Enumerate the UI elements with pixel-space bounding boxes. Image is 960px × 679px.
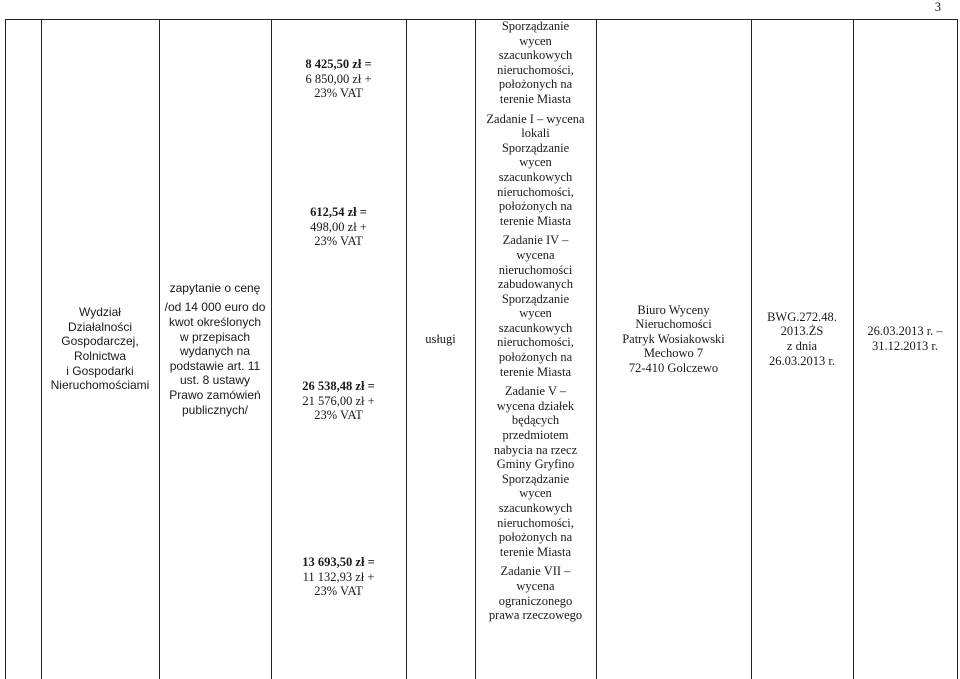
subject-line: położonych na [498,530,573,545]
subject-line: szacunkowych [498,169,573,184]
amount-gross: 612,54 zł = [310,205,367,219]
subject-cell [475,19,596,659]
contract-number [767,310,837,368]
amount-vat: 23% VAT [314,584,363,599]
subject-line: terenie Miasta [499,544,572,559]
contract-line: z dnia [786,339,818,353]
contract-cell [751,19,853,659]
contract-period [867,324,942,353]
contractor-cell [596,19,751,659]
contract-line: BWG.272.48. [767,309,837,324]
contractor-line: Mechowo 7 [643,346,704,361]
amount-net: 21 576,00 zł + [302,393,375,408]
subject-line: szacunkowych [498,320,573,335]
amount-vat: 23% VAT [314,408,363,423]
subject-line: nieruchomości, [497,62,574,77]
subject-line: Zadanie V – [504,384,567,399]
subject-line: Sporządzanie [501,140,570,155]
amount-net: 6 850,00 zł + [305,71,372,86]
period-line: 31.12.2013 r. [872,339,938,353]
subject-line: Sporządzanie [501,291,570,306]
subject-line: Gminy Gryfino [496,457,575,472]
subject-line: nieruchomości [498,262,573,277]
subject-line: terenie Miasta [499,213,572,228]
subject-line: przedmiotem [502,428,569,443]
subject-line: szacunkowych [498,48,573,63]
procedure-line: wydanych na [179,344,251,359]
subject-line: wycen [519,155,552,170]
procedure-line: ust. 8 ustawy [179,373,250,388]
amount-net: 498,00 zł + [310,219,367,234]
procedure-line: /od 14 000 euro do [164,300,266,315]
amount-vat: 23% VAT [314,86,363,101]
type-cell [406,19,475,659]
contract-line: 2013.ŻS [780,324,824,339]
period-line: 26.03.2013 r. – [867,324,943,339]
subject-line: terenie Miasta [499,91,572,106]
subject-line: wycen [519,33,552,48]
unit-cell [41,19,159,679]
unit-line: Rolnictwa [73,349,126,363]
subject-line: będących [511,413,560,428]
procedure-line: publicznych/ [181,402,249,417]
subject-line: wycena [516,247,555,262]
subject-line: Zadanie VII – [500,564,571,579]
amount-gross: 8 425,50 zł = [305,57,372,71]
subject-line: Sporządzanie [501,471,570,486]
contractor-line: Biuro Wyceny [637,302,710,317]
subject-line: Zadanie I – wycena [486,111,585,126]
amount-vat: 23% VAT [314,234,363,249]
unit-name [51,305,150,393]
subject-line: Zadanie IV – [502,233,569,248]
order-type: usługi [425,331,456,346]
unit-line: Gospodarczej, [61,334,139,349]
subject-line: Sporządzanie [501,19,570,33]
subject-line: wycen [519,306,552,321]
subject-line: nieruchomości, [497,184,574,199]
subject-line: nabycia na rzecz [493,442,578,457]
amount-net: 11 132,93 zł + [302,569,375,584]
procedure-description [165,281,266,417]
procedure-line: w przepisach [179,329,250,344]
subject-line: prawa rzeczowego [488,608,583,623]
amount-cell-4 [271,555,406,615]
subject-line: położonych na [498,199,573,214]
subject-line: nieruchomości, [497,335,574,350]
subject-description [486,19,584,623]
procedure-line: Prawo zamówień [169,387,261,402]
subject-line: szacunkowych [498,501,573,515]
subject-line: położonych na [498,77,573,92]
subject-line: nieruchomości, [497,515,574,530]
unit-line: Działalności [67,319,132,334]
amount-cell-1 [271,57,406,117]
contractor-line: Patryk Wosiakowski [622,331,725,346]
contract-line: 26.03.2013 r. [769,353,835,368]
amount-gross: 13 693,50 zł = [302,555,375,569]
amount-cell-3 [271,379,406,439]
page-number: 3 [934,0,941,14]
procedure-line: zapytanie o cenę [169,280,261,295]
unit-line: i Gospodarki [66,363,134,378]
amount-cell-2 [271,205,406,265]
subject-line: wycena [516,578,555,593]
unit-line: Nieruchomościami [50,378,150,393]
subject-line: wycena działek [496,398,575,413]
subject-line: ograniczonego [498,593,573,608]
procedure-cell [159,19,271,679]
subject-line: wycen [519,486,552,501]
subject-line: położonych na [498,350,573,365]
procedure-line: podstawie art. 11 [169,358,261,373]
period-cell [853,19,957,659]
contractor-line: Nieruchomości [635,317,712,332]
procedure-line: kwot określonych [168,315,262,330]
contracts-table [5,19,958,679]
subject-line: lokali [521,126,550,141]
subject-line: terenie Miasta [499,364,572,379]
subject-line: zabudowanych [498,277,573,292]
contractor-line: 72-410 Golczewo [628,360,719,375]
amount-gross: 26 538,48 zł = [302,379,375,393]
contractor-name [622,303,725,376]
unit-line: Wydział [79,305,121,320]
